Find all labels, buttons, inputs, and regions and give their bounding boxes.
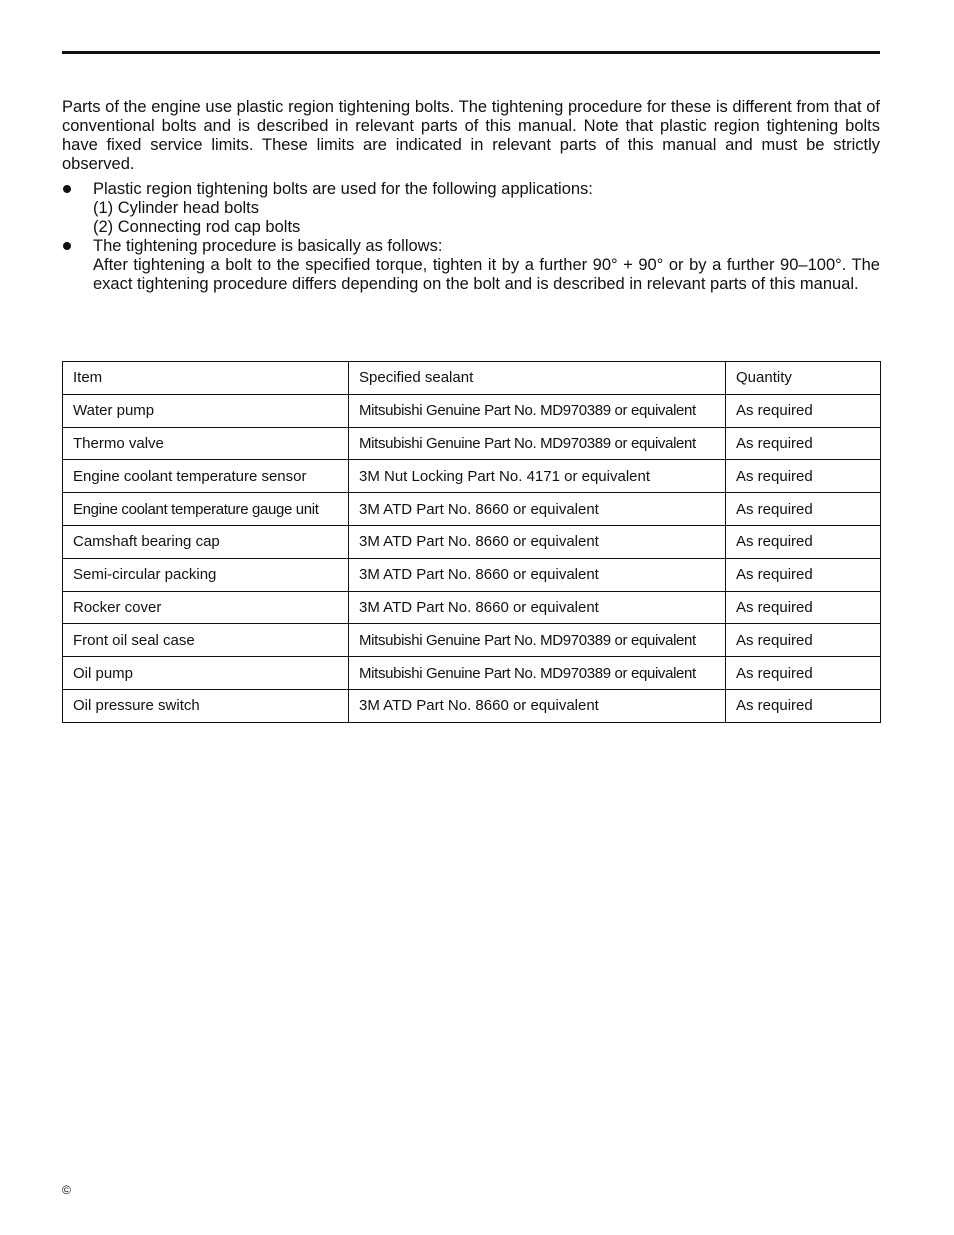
cell-item: Camshaft bearing cap xyxy=(63,525,349,558)
bullet-item xyxy=(62,237,880,294)
bullet-list xyxy=(62,180,880,294)
bullet-subline: After tightening a bolt to the specified torque, tighten it by a further 90° + 90° or by a further 90–100°. The exact tightening procedure differs depending on the bolt and is described in relevant parts of this manual. xyxy=(93,256,880,293)
cell-sealant: 3M ATD Part No. 8660 or equivalent xyxy=(349,591,726,624)
header-sealant: Specified sealant xyxy=(349,362,726,395)
table-row xyxy=(63,427,881,460)
bullet-subline: (1) Cylinder head bolts xyxy=(93,199,259,217)
cell-item: Front oil seal case xyxy=(63,624,349,657)
cell-sealant: Mitsubishi Genuine Part No. MD970389 or equivalent xyxy=(349,394,726,427)
cell-item: Engine coolant temperature sensor xyxy=(63,460,349,493)
cell-quantity: As required xyxy=(726,657,881,690)
cell-quantity: As required xyxy=(726,427,881,460)
header-item: Item xyxy=(63,362,349,395)
cell-sealant: 3M Nut Locking Part No. 4171 or equivalent xyxy=(349,460,726,493)
cell-item: Rocker cover xyxy=(63,591,349,624)
bullet-icon xyxy=(63,185,71,193)
bullet-item xyxy=(62,180,880,237)
intro-paragraph: Parts of the engine use plastic region tightening bolts. The tightening procedure for these is different from that of conventional bolts and is described in relevant parts of this manual. Note that plastic region tightening bolts have fixed service limits. These limits are indicated in relevant parts of this manual and must be strictly observed. xyxy=(62,98,880,173)
table-row xyxy=(63,558,881,591)
cell-sealant: 3M ATD Part No. 8660 or equivalent xyxy=(349,558,726,591)
cell-quantity: As required xyxy=(726,591,881,624)
bullet-icon xyxy=(63,242,71,250)
cell-item: Semi-circular packing xyxy=(63,558,349,591)
table-row xyxy=(63,591,881,624)
cell-quantity: As required xyxy=(726,493,881,526)
cell-quantity: As required xyxy=(726,525,881,558)
cell-item: Thermo valve xyxy=(63,427,349,460)
table-row xyxy=(63,493,881,526)
table-header-row xyxy=(63,362,881,395)
header-rule xyxy=(62,51,880,54)
bullet-lead: The tightening procedure is basically as follows: xyxy=(93,237,443,255)
table-row xyxy=(63,657,881,690)
header-quantity: Quantity xyxy=(726,362,881,395)
cell-sealant: 3M ATD Part No. 8660 or equivalent xyxy=(349,689,726,722)
cell-sealant: 3M ATD Part No. 8660 or equivalent xyxy=(349,525,726,558)
cell-sealant: Mitsubishi Genuine Part No. MD970389 or equivalent xyxy=(349,657,726,690)
cell-quantity: As required xyxy=(726,689,881,722)
cell-quantity: As required xyxy=(726,624,881,657)
cell-item: Engine coolant temperature gauge unit xyxy=(63,493,349,526)
cell-sealant: Mitsubishi Genuine Part No. MD970389 or equivalent xyxy=(349,427,726,460)
cell-quantity: As required xyxy=(726,558,881,591)
cell-item: Oil pump xyxy=(63,657,349,690)
table-row xyxy=(63,394,881,427)
cell-quantity: As required xyxy=(726,394,881,427)
cell-sealant: Mitsubishi Genuine Part No. MD970389 or equivalent xyxy=(349,624,726,657)
cell-item: Oil pressure switch xyxy=(63,689,349,722)
table-row xyxy=(63,460,881,493)
table-body xyxy=(63,394,881,722)
cell-item: Water pump xyxy=(63,394,349,427)
sealant-table xyxy=(62,361,881,723)
bullet-subline: (2) Connecting rod cap bolts xyxy=(93,218,301,236)
table-row xyxy=(63,689,881,722)
cell-sealant: 3M ATD Part No. 8660 or equivalent xyxy=(349,493,726,526)
cell-quantity: As required xyxy=(726,460,881,493)
copyright-mark: © xyxy=(62,1183,71,1197)
table-row xyxy=(63,624,881,657)
table-row xyxy=(63,525,881,558)
bullet-lead: Plastic region tightening bolts are used for the following applications: xyxy=(93,180,593,198)
